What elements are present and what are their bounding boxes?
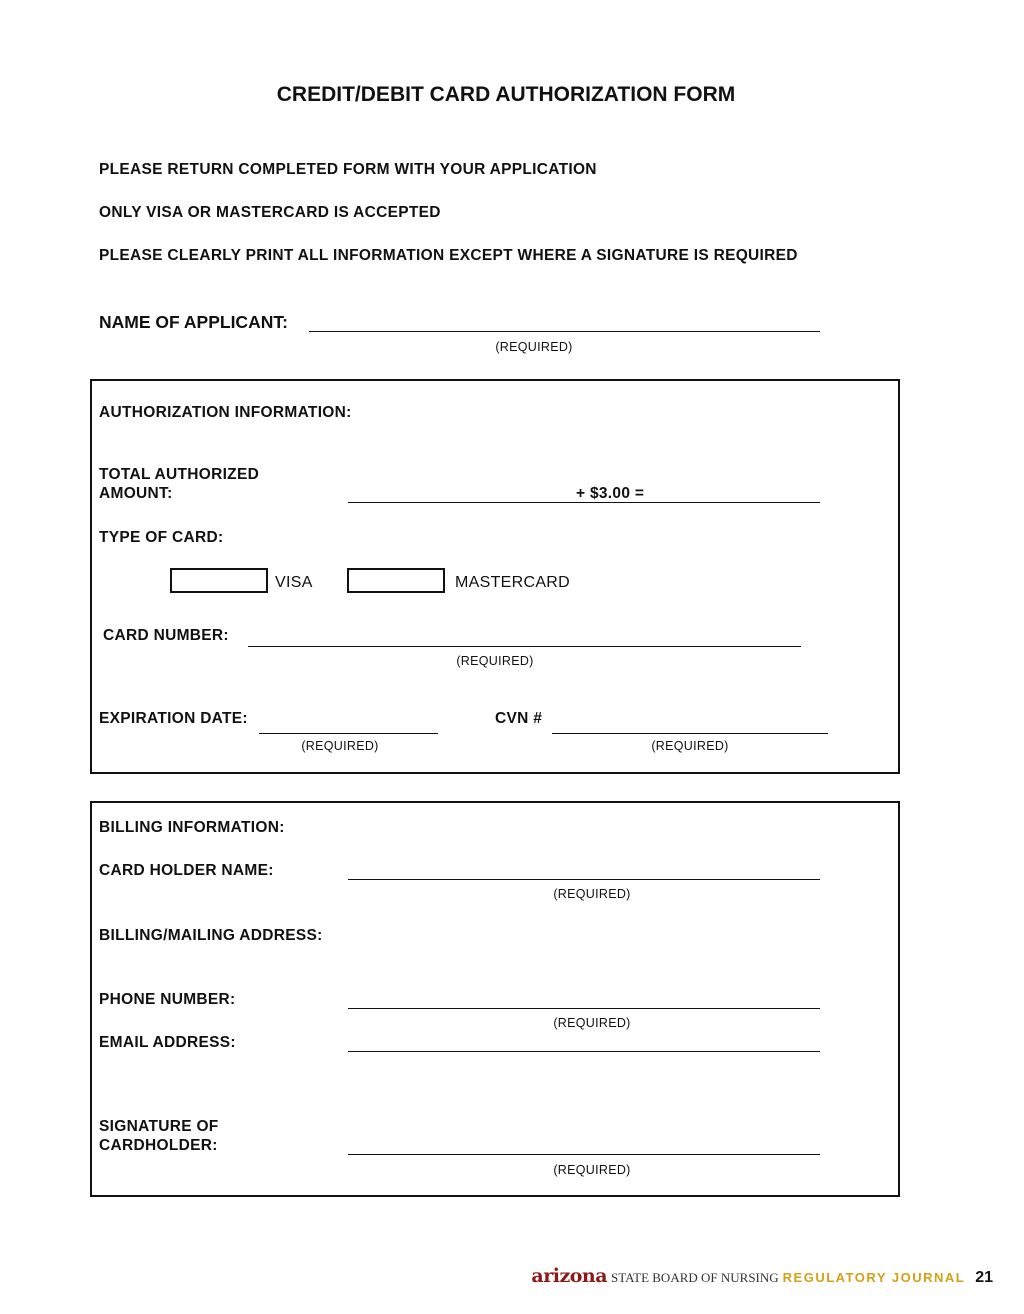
required-note: (REQUIRED) (301, 739, 379, 753)
applicant-name-label: NAME OF APPLICANT: (99, 312, 288, 332)
signature-label-line2: CARDHOLDER: (99, 1137, 218, 1154)
total-amount-label-line1: TOTAL AUTHORIZED (99, 466, 260, 483)
page-title: CREDIT/DEBIT CARD AUTHORIZATION FORM (276, 83, 736, 106)
billing-heading: BILLING INFORMATION: (99, 819, 285, 836)
cardholder-name-label: CARD HOLDER NAME: (99, 862, 274, 879)
instruction-return: PLEASE RETURN COMPLETED FORM WITH YOUR APPLICATION (99, 161, 597, 178)
total-amount-label-line2: AMOUNT: (99, 485, 173, 502)
required-note: (REQUIRED) (495, 340, 573, 354)
page-footer (531, 1265, 993, 1287)
expiration-date-label: EXPIRATION DATE: (99, 710, 248, 727)
cardholder-name-field[interactable] (348, 879, 820, 880)
email-address-field[interactable] (348, 1051, 820, 1052)
visa-checkbox[interactable] (170, 568, 268, 593)
card-number-field[interactable] (248, 646, 801, 647)
instruction-print: PLEASE CLEARLY PRINT ALL INFORMATION EXCEPT WHERE A SIGNATURE IS REQUIRED (99, 247, 798, 264)
email-address-label: EMAIL ADDRESS: (99, 1034, 236, 1051)
expiration-date-field[interactable] (259, 733, 438, 734)
phone-number-label: PHONE NUMBER: (99, 991, 236, 1008)
signature-label-line1: SIGNATURE OF (99, 1118, 219, 1135)
mastercard-checkbox[interactable] (347, 568, 445, 593)
authorization-heading: AUTHORIZATION INFORMATION: (99, 404, 352, 421)
arizona-logo: arizona (531, 1265, 608, 1287)
billing-address-label: BILLING/MAILING ADDRESS: (99, 927, 323, 944)
applicant-name-field[interactable] (309, 331, 820, 332)
instruction-card-types: ONLY VISA OR MASTERCARD IS ACCEPTED (99, 204, 441, 221)
cvn-label: CVN # (495, 710, 543, 727)
mastercard-label: MASTERCARD (455, 574, 571, 591)
required-note: (REQUIRED) (553, 1016, 631, 1030)
card-number-label: CARD NUMBER: (103, 627, 229, 644)
required-note: (REQUIRED) (553, 887, 631, 901)
visa-label: VISA (275, 574, 313, 591)
board-name: STATE BOARD OF NURSING (611, 1270, 779, 1285)
signature-field[interactable] (348, 1154, 820, 1155)
fee-text: + $3.00 = (576, 485, 645, 502)
required-note: (REQUIRED) (456, 654, 534, 668)
phone-number-field[interactable] (348, 1008, 820, 1009)
cvn-field[interactable] (552, 733, 828, 734)
required-note: (REQUIRED) (553, 1163, 631, 1177)
required-note: (REQUIRED) (651, 739, 729, 753)
page-number: 21 (975, 1269, 993, 1286)
card-type-label: TYPE OF CARD: (99, 529, 224, 546)
journal-name: REGULATORY JOURNAL (782, 1270, 966, 1285)
